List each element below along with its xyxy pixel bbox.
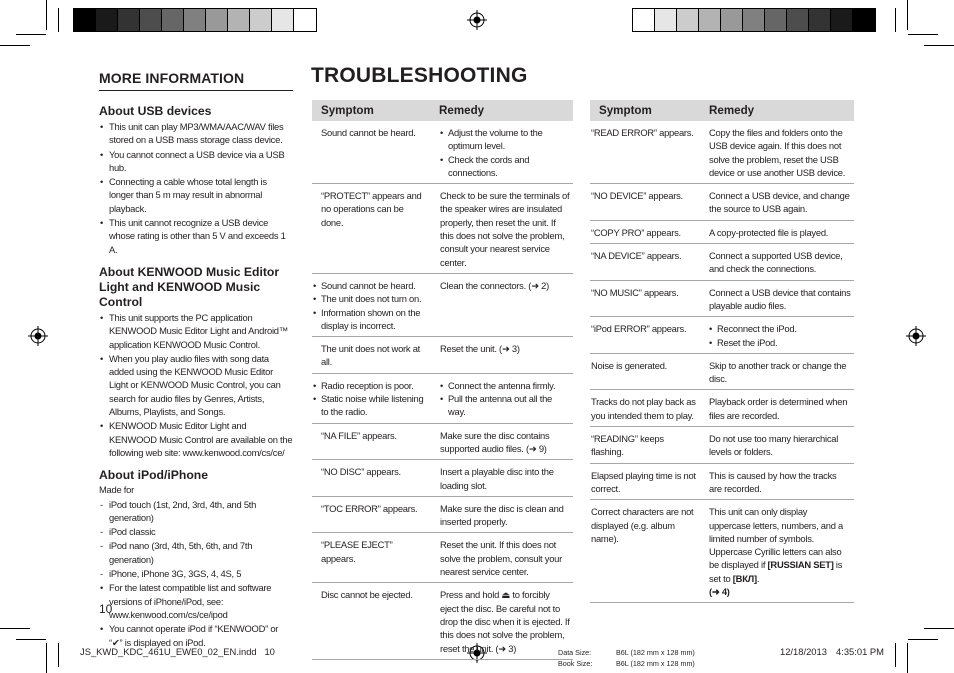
usb-subheading: About USB devices	[99, 104, 212, 118]
table-row	[590, 244, 854, 281]
registration-mark-icon	[467, 10, 487, 30]
symptom-cell: “iPod ERROR” appears.	[590, 317, 700, 354]
table-row	[590, 353, 854, 390]
crop-mark	[46, 0, 47, 30]
crop-mark	[0, 45, 30, 46]
table-row	[590, 463, 854, 500]
color-swatch	[162, 9, 184, 31]
symptom-cell: “PROTECT” appears and no operations can be done.	[312, 184, 430, 274]
data-size-value: B6L (182 mm x 128 mm)	[616, 648, 695, 657]
arrow-right-icon: ➜	[501, 343, 512, 355]
color-swatch	[118, 9, 140, 31]
table-row	[590, 427, 854, 464]
symptom-cell: “READING” keeps flashing.	[590, 427, 700, 464]
symptom-cell: Noise is generated.	[590, 353, 700, 390]
symptom-cell: “NO DISC” appears.	[312, 460, 430, 497]
color-swatch	[853, 9, 875, 31]
color-swatch	[228, 9, 250, 31]
remedy-cell: Make sure the disc is clean and inserted properly.	[430, 496, 573, 533]
table-row	[312, 373, 573, 423]
color-swatch	[699, 9, 721, 31]
symptom-cell: • Radio reception is poor. • Static noise while listening to the radio.	[312, 373, 430, 423]
color-swatch	[250, 9, 272, 31]
registration-mark-icon	[28, 326, 48, 346]
symptom-cell: “PLEASE EJECT” appears.	[312, 533, 430, 583]
color-swatch	[206, 9, 228, 31]
crop-mark	[907, 0, 908, 30]
remedy-cell: Connect a USB device, and change the source to USB again.	[700, 184, 854, 221]
eject-icon: ⏏	[501, 589, 511, 601]
crop-mark	[58, 8, 59, 32]
list-item: - iPod classic	[100, 526, 156, 538]
gray-scale-color-bar	[73, 8, 317, 32]
crop-mark	[895, 8, 896, 32]
page-title: TROUBLESHOOTING	[311, 64, 528, 87]
symptom-cell: “COPY PRO” appears.	[590, 220, 700, 243]
list-item: • Connecting a cable whose total length is longer than 5 m may result in abnormal playback.	[100, 176, 267, 214]
crop-mark	[46, 643, 47, 673]
color-swatch	[140, 9, 162, 31]
remedy-cell: Reset the unit. (➜ 3)	[430, 337, 573, 374]
crop-mark	[16, 639, 46, 640]
color-swatch	[655, 9, 677, 31]
remedy-cell: Clean the connectors. (➜ 2)	[430, 273, 573, 336]
table-row	[590, 280, 854, 317]
symptom-cell: The unit does not work at all.	[312, 337, 430, 374]
arrow-right-icon: ➜	[531, 279, 542, 291]
table-row	[312, 423, 573, 460]
list-item: - iPod nano (3rd, 4th, 5th, 6th, and 7th generation)	[100, 540, 253, 565]
print-date: 12/18/2013	[780, 646, 827, 657]
crop-mark	[58, 643, 59, 667]
remedy-cell: Check to be sure the terminals of the speaker wires are insulated properly, then reset the unit. If this does not solve the problem, consult your nearest service center.	[430, 184, 573, 274]
symptom-cell: • Sound cannot be heard. • The unit does not turn on. • Information shown on the display is incorrect.	[312, 273, 430, 336]
crop-mark	[908, 639, 938, 640]
print-time: 4:35:01 PM	[836, 646, 884, 657]
arrow-right-icon: ➜	[528, 442, 539, 454]
color-swatch	[743, 9, 765, 31]
arrow-right-icon: ➜	[498, 642, 509, 654]
color-swatch	[184, 9, 206, 31]
remedy-cell: Make sure the disc contains supported audio files. (➜ 9)	[430, 423, 573, 460]
symptom-cell: “TOC ERROR” appears.	[312, 496, 430, 533]
symptom-cell: “READ ERROR” appears.	[590, 121, 700, 184]
made-for-label: Made for	[99, 484, 134, 496]
color-swatch	[96, 9, 118, 31]
table-row	[312, 460, 573, 497]
list-item: • When you play audio files with song data added using the KENWOOD Music Editor Light or KENWOOD Music Control, you can search for audio files by Genres, Artists, Albums, Playlists, and Songs.	[100, 352, 281, 418]
table-row	[590, 500, 854, 603]
file-name: JS_KWD_KDC_461U_EWE0_02_EN.indd 10	[80, 646, 275, 657]
ipod-models-list	[99, 498, 293, 649]
crop-mark	[16, 34, 46, 35]
book-size-value: B6L (182 mm x 128 mm)	[616, 659, 695, 668]
remedy-cell: Connect a USB device that contains playable audio files.	[700, 280, 854, 317]
symptom-cell: “NO MUSIC” appears.	[590, 280, 700, 317]
symptom-cell: “NA DEVICE” appears.	[590, 244, 700, 281]
ipod-subheading: About iPod/iPhone	[99, 468, 208, 483]
section-heading: MORE INFORMATION	[99, 70, 293, 91]
symptom-cell: Disc cannot be ejected.	[312, 583, 430, 659]
symptom-cell: Tracks do not play back as you intended them to play.	[590, 390, 700, 427]
color-swatch	[294, 9, 316, 31]
remedy-cell: Press and hold ⏏ to forcibly eject the disc. Be careful not to drop the disc when it is ejected. If this does not solve the problem, reset the unit. (➜ 3)	[430, 583, 573, 659]
color-swatch	[74, 9, 96, 31]
color-swatch	[677, 9, 699, 31]
list-item: • You cannot connect a USB device via a USB hub.	[100, 148, 285, 173]
remedy-cell: • Connect the antenna firmly. • Pull the antenna out all the way.	[430, 373, 573, 423]
crop-mark	[924, 45, 954, 46]
list-item: - iPhone, iPhone 3G, 3GS, 4, 4S, 5	[100, 568, 242, 580]
arrow-right-icon: ➜	[711, 586, 722, 598]
table-row	[312, 184, 573, 274]
table-row	[312, 273, 573, 336]
remedy-cell: Do not use too many hierarchical levels or folders.	[700, 427, 854, 464]
symptom-cell: Sound cannot be heard.	[312, 121, 430, 184]
kenwood-list	[99, 311, 293, 459]
table-row	[312, 533, 573, 583]
color-swatch	[831, 9, 853, 31]
remedy-cell: Insert a playable disc into the loading slot.	[430, 460, 573, 497]
table-row	[312, 337, 573, 374]
remedy-cell: Reset the unit. If this does not solve the problem, consult your nearest service center.	[430, 533, 573, 583]
color-swatch	[633, 9, 655, 31]
symptom-header: Symptom	[590, 100, 700, 121]
list-item: • This unit supports the PC application KENWOOD Music Editor Light and Android™ application KENWOOD Music Control.	[100, 311, 288, 350]
remedy-cell: A copy-protected file is played.	[700, 220, 854, 243]
registration-mark-icon	[906, 326, 926, 346]
table-row	[312, 121, 573, 184]
more-information-column	[99, 70, 293, 650]
remedy-cell: Connect a supported USB device, and check the connections.	[700, 244, 854, 281]
list-item: - iPod touch (1st, 2nd, 3rd, 4th, and 5th generation)	[100, 498, 257, 523]
table-row	[312, 583, 573, 659]
usb-list	[99, 120, 293, 256]
color-swatch	[809, 9, 831, 31]
table-row	[312, 496, 573, 533]
crop-mark	[907, 643, 908, 673]
troubleshooting-table-1	[312, 100, 573, 660]
list-item: • For the latest compatible list and software versions of iPhone/iPod, see: www.kenwood.com/cs/ce/ipod	[100, 582, 272, 620]
table-row	[590, 184, 854, 221]
troubleshooting-table-2	[590, 100, 854, 603]
book-size-label: Book Size:	[558, 659, 593, 668]
page-number: 10	[99, 602, 113, 616]
symptom-cell: “NO DEVICE” appears.	[590, 184, 700, 221]
table-row	[590, 390, 854, 427]
crop-mark	[0, 628, 30, 629]
kenwood-subheading: About KENWOOD Music Editor Light and KENWOOD Music Control	[99, 264, 280, 309]
symptom-cell: Correct characters are not displayed (e.g. album name).	[590, 500, 700, 603]
color-swatch	[721, 9, 743, 31]
remedy-cell: Copy the files and folders onto the USB device again. If this does not solve the problem, reset the USB device or use another USB device.	[700, 121, 854, 184]
data-size-label: Data Size:	[558, 648, 592, 657]
crop-mark	[908, 34, 938, 35]
remedy-cell: Skip to another track or change the disc.	[700, 353, 854, 390]
table-row	[590, 220, 854, 243]
remedy-cell: This is caused by how the tracks are recorded.	[700, 463, 854, 500]
symptom-header: Symptom	[312, 100, 430, 121]
remedy-cell: This unit can only display uppercase letters, numbers, and a limited number of symbols. Uppercase Cyrillic letters can also be displayed if [RUSSIAN SET] is set to [ВКЛ]. (➜ 4)	[700, 500, 854, 603]
remedy-header: Remedy	[430, 100, 573, 121]
table-row	[590, 121, 854, 184]
color-swatch	[272, 9, 294, 31]
symptom-cell: “NA FILE” appears.	[312, 423, 430, 460]
list-item: • KENWOOD Music Editor Light and KENWOOD Music Control are available on the following web site: www.kenwood.com/cs/ce/	[100, 420, 293, 458]
gray-scale-color-bar	[632, 8, 876, 32]
remedy-cell: • Reconnect the iPod. • Reset the iPod.	[700, 317, 854, 354]
crop-mark	[924, 628, 954, 629]
remedy-cell: Playback order is determined when files are recorded.	[700, 390, 854, 427]
color-swatch	[765, 9, 787, 31]
list-item: • This unit can play MP3/WMA/AAC/WAV files stored on a USB mass storage class device.	[100, 121, 284, 146]
list-item: • This unit cannot recognize a USB device whose rating is other than 5 V and exceeds 1 A.	[100, 217, 286, 255]
symptom-cell: Elapsed playing time is not correct.	[590, 463, 700, 500]
color-swatch	[787, 9, 809, 31]
table-row	[590, 317, 854, 354]
list-item: • You cannot operate iPod if “KENWOOD” or “✔” is displayed on iPod.	[100, 623, 279, 648]
remedy-header: Remedy	[700, 100, 854, 121]
remedy-cell: • Adjust the volume to the optimum level. • Check the cords and connections.	[430, 121, 573, 184]
crop-mark	[895, 643, 896, 667]
